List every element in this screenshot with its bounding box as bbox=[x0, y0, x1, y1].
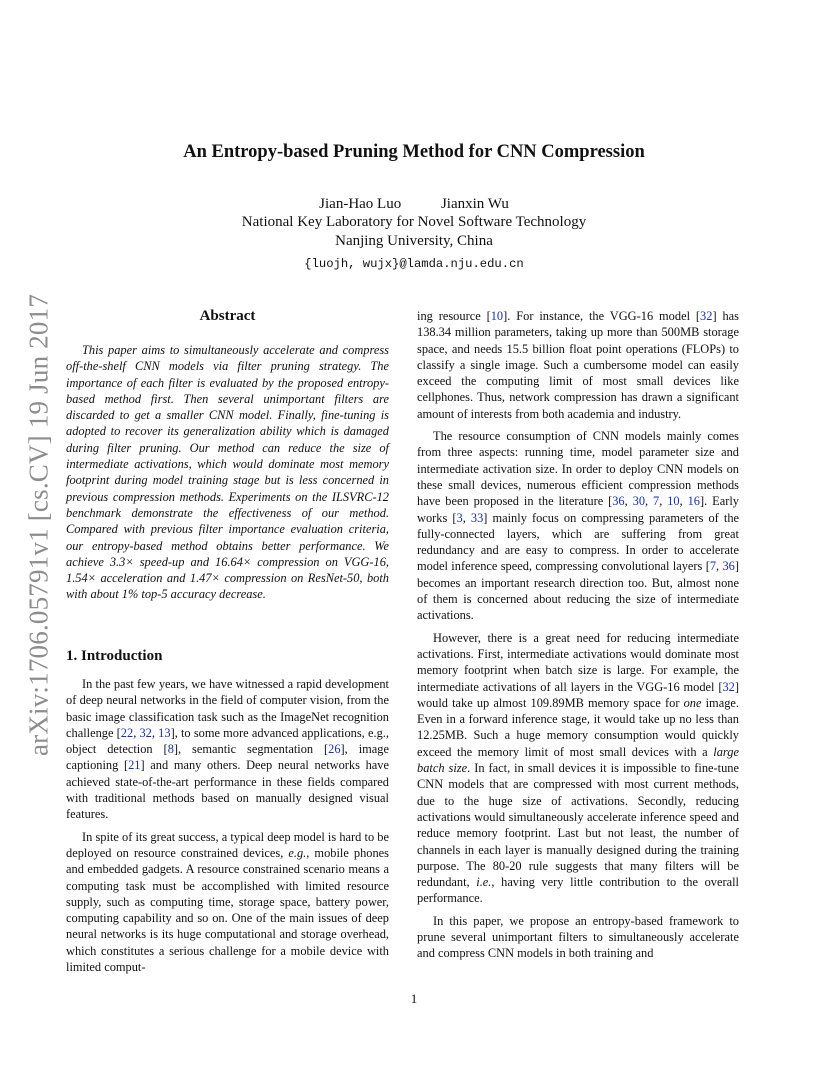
emphasis-text: i.e. bbox=[476, 875, 492, 890]
text-run: ] becomes an important research direction too. But, almost none of them is concerned about reducing the size of intermediate activations. bbox=[417, 559, 739, 623]
text-run: ], semantic segmentation [ bbox=[173, 742, 329, 757]
section-heading-introduction: 1. Introduction bbox=[66, 648, 163, 664]
paragraph bbox=[417, 428, 739, 624]
institution: Nanjing University, China bbox=[335, 233, 493, 249]
page-number: 1 bbox=[410, 991, 418, 1006]
paper-title: An Entropy-based Pruning Method for CNN Compression bbox=[183, 142, 645, 162]
author-list bbox=[0, 196, 828, 213]
citation-link[interactable]: 22 bbox=[120, 725, 134, 740]
text-run: ], image captioning [ bbox=[66, 742, 389, 773]
text-run: , bbox=[679, 494, 688, 509]
text-run: ] and many others. Deep neural networks have achieved state-of-the-art performance in these fields compared with traditional methods based on manually designed visual features. bbox=[66, 758, 389, 822]
citation-link[interactable]: 32 bbox=[700, 309, 713, 323]
citation-link[interactable]: 30 bbox=[632, 494, 646, 509]
paragraph bbox=[417, 308, 739, 422]
text-run: , bbox=[659, 494, 668, 509]
paragraph bbox=[417, 630, 739, 907]
text-run: . In fact, in small devices it is impossible to fine-tune CNN models that are compressed with most current methods, due to the huge size of activations. Secondly, reducing activations would simultaneously accelerate inference speed and reduce memory footprint. Last but not least, the number of channels in each layer is manually designed during the training purpose. The 80-20 rule suggests that many filters will be redundant, bbox=[417, 761, 739, 890]
abstract-heading: Abstract bbox=[199, 308, 256, 324]
citation-link[interactable]: 16 bbox=[687, 494, 700, 509]
text-run: ing resource [ bbox=[417, 309, 491, 323]
text-run: , mobile phones and embedded gadgets. A resource constrained scenario means a computing task must be accomplished with limited resource supply, such as computing time, storage space, battery power, computing capability and so on. One of the main issues of deep neural networks is its huge computational and storage overhead, which constitutes a serious challenge for a mobile device with limited comput- bbox=[66, 845, 389, 975]
citation-link[interactable]: 21 bbox=[128, 758, 141, 773]
citation-link[interactable]: 26 bbox=[328, 742, 341, 757]
text-run: , bbox=[151, 725, 159, 740]
text-run: ]. For instance, the VGG-16 model [ bbox=[503, 309, 701, 323]
emphasis-text: large batch size bbox=[417, 744, 739, 776]
citation-link[interactable]: 8 bbox=[167, 742, 174, 757]
text-run: ], to some more advanced applications, e.g., object detection [ bbox=[66, 725, 389, 757]
citation-link[interactable]: 7 bbox=[653, 494, 660, 509]
citation-link[interactable]: 10 bbox=[490, 309, 504, 323]
text-run: The resource consumption of CNN models mainly comes from three aspects: running time, model parameter size and intermediate activation size. In order to deploy CNN models on these small devices, numerous efficient compression methods have been proposed in the literature [ bbox=[417, 429, 739, 509]
text-run: , bbox=[645, 494, 654, 509]
author-email: {luojh, wujx}@lamda.nju.edu.cn bbox=[304, 257, 524, 271]
citation-link[interactable]: 36 bbox=[612, 494, 625, 509]
text-run: In the past few years, we have witnessed a rapid development of deep neural networks in the field of computer vision, from the basic image classification task such as the ImageNet recognition challenge [ bbox=[66, 677, 389, 740]
paragraph bbox=[66, 829, 389, 976]
text-run: , bbox=[716, 559, 723, 574]
text-run: , bbox=[133, 725, 140, 740]
text-run: ] has 138.34 million parameters, taking up more than 500MB storage space, and needs 15.5 billion float point operations (FLOPs) to classify a single image. Such a cumbersome model can easily exceed the computing limit of most small devices like cellphones. Thus, network compression has drawn a significant amount of interests from both academia and industry. bbox=[417, 309, 739, 421]
citation-link[interactable]: 32 bbox=[722, 679, 735, 694]
text-run: In this paper, we propose an entropy-based framework to prune several unimportant filters to simultaneously accelerate and compress CNN models in both training and bbox=[417, 913, 739, 961]
text-run: However, there is a great need for reducing intermediate activations. First, intermediate activations would dominate most memory footprint when batch size is large. For example, the intermediate activations of all layers in the VGG-16 model [ bbox=[417, 630, 739, 694]
author-name: Jian-Hao Luo bbox=[319, 196, 402, 212]
text-run: , bbox=[462, 510, 471, 525]
paragraph bbox=[417, 913, 739, 962]
citation-link[interactable]: 13 bbox=[158, 725, 171, 740]
text-run: ] would take up almost 109.89MB memory space for bbox=[417, 679, 739, 710]
citation-link[interactable]: 10 bbox=[667, 494, 680, 509]
text-run: ] mainly focus on compressing parameters of the fully-connected layers, which are suffering from great redundancy and are easy to compress. In order to accelerate model inference speed, compressing convolutional layers [ bbox=[417, 510, 740, 574]
text-run: , having very little contribution to the overall performance. bbox=[417, 875, 739, 906]
intro-right-column bbox=[417, 308, 739, 968]
arxiv-stamp-text: arXiv:1706.05791v1 [cs.CV] 19 Jun 2017 bbox=[23, 293, 54, 757]
emphasis-text: one bbox=[683, 695, 702, 710]
text-run: In spite of its great success, a typical deep model is hard to be deployed on resource constrained devices, bbox=[66, 829, 389, 860]
abstract-text: This paper aims to simultaneously accelerate and compress off-the-shelf CNN models via filter pruning strategy. The importance of each filter is evaluated by the proposed entropy-based method first. Then several unimportant filters are discarded to get a smaller CNN model. Finally, fine-tuning is adopted to recover its generalization ability which is damaged during filter pruning. Our method can reduce the size of intermediate activations, which would dominate most memory footprint during model training stage but is less concerned in previous compression methods. Experiments on the ILSVRC-12 benchmark demonstrate the effectiveness of our method. Compared with previous filter importance evaluation criteria, our entropy-based method obtains better performance. We achieve 3.3× speed-up and 16.64× compression on VGG-16, 1.54× acceleration and 1.47× compression on ResNet-50, both with about 1% top-5 accuracy decrease. bbox=[66, 343, 389, 602]
affiliation: National Key Laboratory for Novel Software Technology bbox=[241, 214, 587, 230]
citation-link[interactable]: 32 bbox=[139, 725, 152, 740]
paragraph bbox=[66, 676, 389, 823]
text-run: , bbox=[624, 494, 633, 509]
citation-link[interactable]: 36 bbox=[722, 559, 735, 574]
citation-link[interactable]: 7 bbox=[709, 559, 717, 574]
text-run: ]. Early works [ bbox=[417, 494, 739, 525]
citation-link[interactable]: 33 bbox=[470, 510, 484, 525]
emphasis-text: e.g. bbox=[288, 845, 307, 860]
intro-left-column bbox=[66, 676, 389, 981]
citation-link[interactable]: 3 bbox=[456, 510, 463, 525]
author-name: Jianxin Wu bbox=[440, 196, 509, 212]
arxiv-stamp bbox=[19, 295, 59, 755]
text-run: image. Even in a forward inference stage, it would take up no less than 12.25MB. Such a huge memory consumption would quickly exceed the memory limit of most small devices with a bbox=[417, 695, 739, 759]
